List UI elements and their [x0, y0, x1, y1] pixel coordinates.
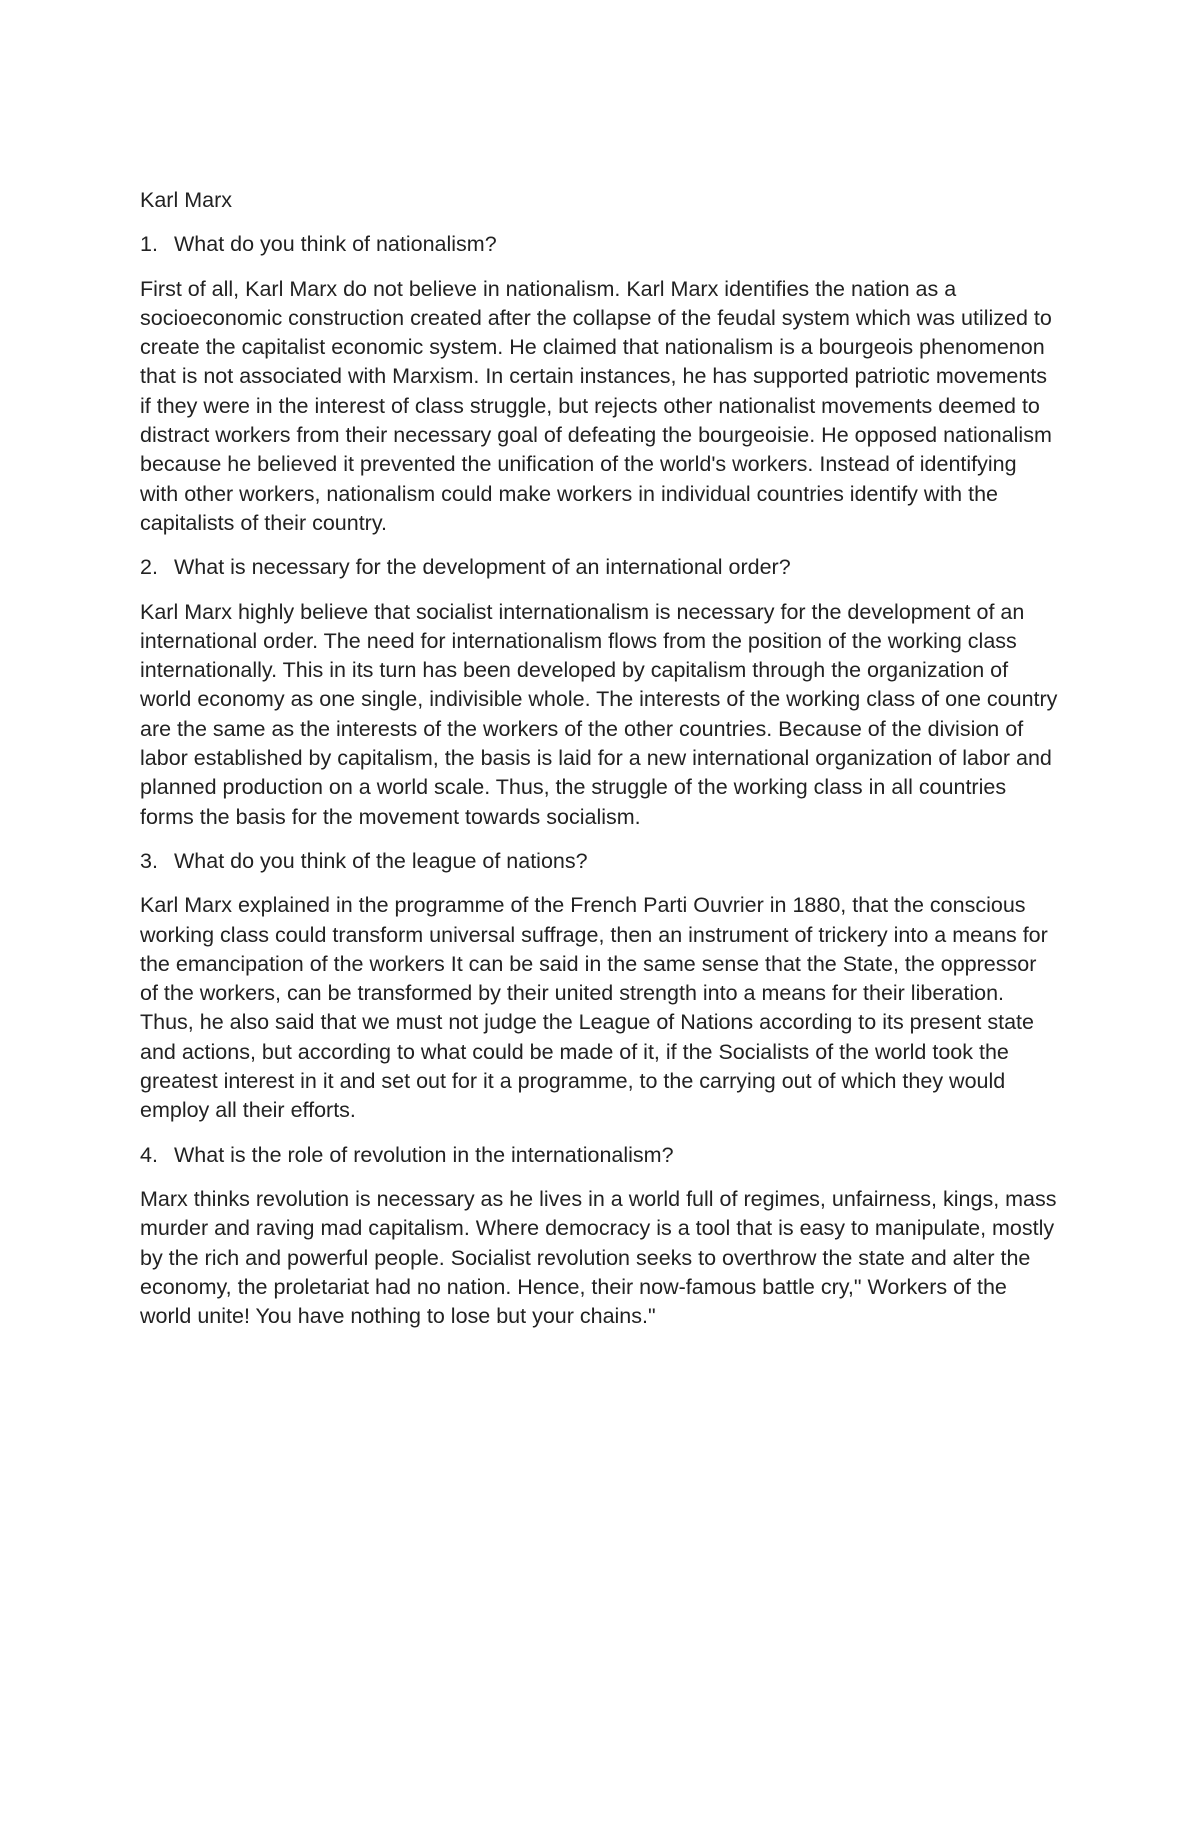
- answer-1: First of all, Karl Marx do not believe in nationalism. Karl Marx identifies the nation as a socioeconomic construction created after the collapse of the feudal system which was utilized to create the capitalist economic system. He claimed that nationalism is a bourgeois phenomenon that is not associated with Marxism. In certain instances, he has supported patriotic movements if they were in the interest of class struggle, but rejects other nationalist movements deemed to distract workers from their necessary goal of defeating the bourgeoisie. He opposed nationalism because he believed it prevented the unification of the world's workers. Instead of identifying with other workers, nationalism could make workers in individual countries identify with the capitalists of their country.: [140, 276, 1052, 535]
- question-number: 3.: [140, 848, 158, 873]
- question-number: 2.: [140, 555, 158, 580]
- question-1: [140, 230, 1060, 259]
- question-number: 1.: [140, 232, 158, 257]
- question-text: What is the role of revolution in the internationalism?: [174, 1142, 674, 1167]
- answer-4: Marx thinks revolution is necessary as he lives in a world full of regimes, unfairness, kings, mass murder and raving mad capitalism. Where democracy is a tool that is easy to manipulate, mostly by the rich and powerful people. Socialist revolution seeks to overthrow the state and alter the economy, the proletariat had no nation. Hence, their now-famous battle cry," Workers of the world unite! You have nothing to lose but your chains.": [140, 1186, 1057, 1329]
- answer-3: Karl Marx explained in the programme of the French Parti Ouvrier in 1880, that the conscious working class could transform universal suffrage, then an instrument of trickery into a means for the emancipation of the workers It can be said in the same sense that the State, the oppressor of the workers, can be transformed by their united strength into a means for their liberation. Thus, he also said that we must not judge the League of Nations according to its present state and actions, but according to what could be made of it, if the Socialists of the world took the greatest interest in it and set out for it a programme, to the carrying out of which they would employ all their efforts.: [140, 893, 1048, 1123]
- question-3: [140, 847, 1060, 876]
- question-text: What do you think of the league of nations?: [174, 848, 588, 873]
- answer-2: Karl Marx highly believe that socialist internationalism is necessary for the development of an international order. The need for internationalism flows from the position of the working class internationally. This in its turn has been developed by capitalism through the organization of world economy as one single, indivisible whole. The interests of the working class of one country are the same as the interests of the workers of the other countries. Because of the division of labor established by capitalism, the basis is laid for a new international organization of labor and planned production on a world scale. Thus, the struggle of the working class in all countries forms the basis for the movement towards socialism.: [140, 599, 1058, 829]
- question-2: [140, 553, 1060, 582]
- question-4: [140, 1141, 1060, 1170]
- document-body: [140, 186, 1060, 1346]
- question-number: 4.: [140, 1142, 158, 1167]
- document-title: Karl Marx: [140, 188, 232, 212]
- question-text: What do you think of nationalism?: [174, 232, 497, 257]
- question-text: What is necessary for the development of an international order?: [174, 555, 791, 580]
